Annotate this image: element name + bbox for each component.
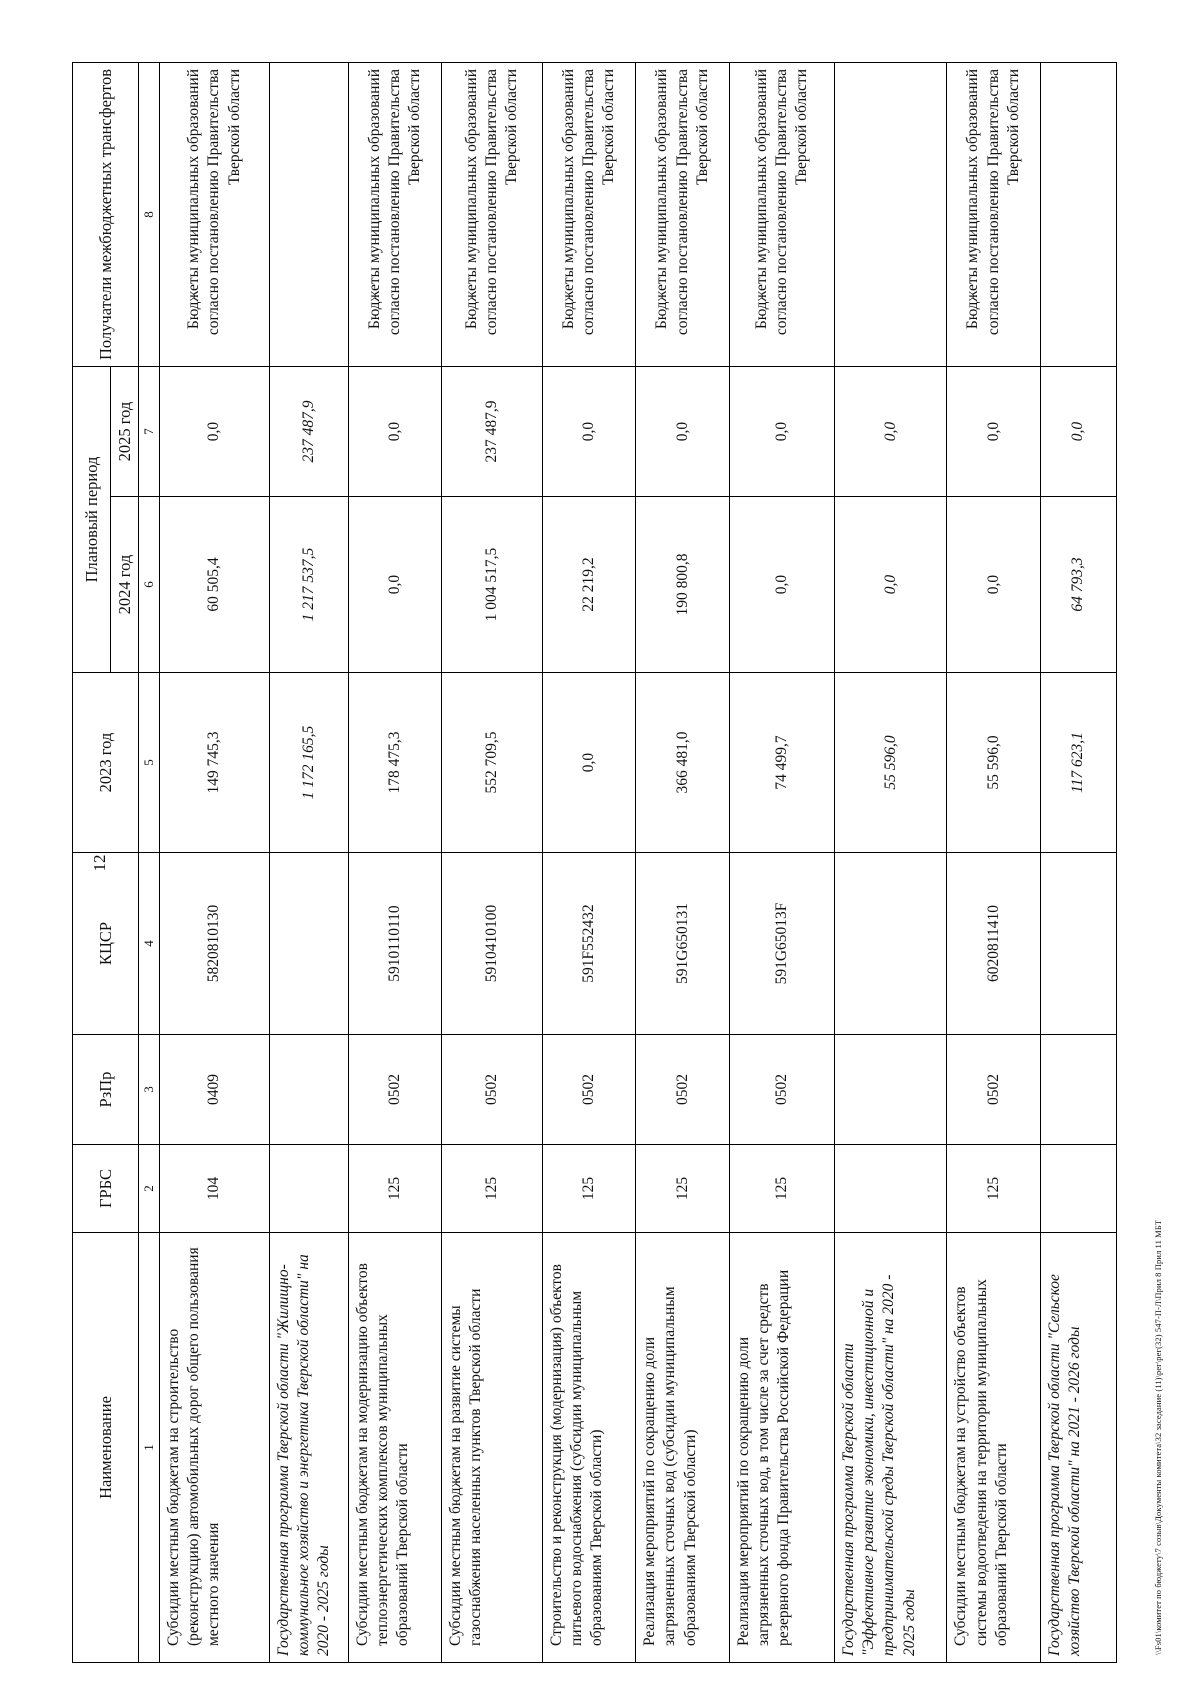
cell-kcsr [835,853,947,1035]
cell-rzpr: 0502 [636,1035,730,1145]
cell-grbs: 125 [542,1145,636,1233]
cell-recipients [1040,62,1116,366]
header-recipients: Получатели межбюджетных трансфертов [73,62,139,366]
cell-recipients [835,62,947,366]
table-body [160,62,1117,1662]
cell-name: Государственная программа Тверской области "Жилищно-коммунальное хозяйство и энергетика Тверской области" на 2020 - 2025 годы [269,1233,348,1663]
column-number: 1 [139,1233,160,1663]
cell-2024: 1 217 537,5 [269,497,348,673]
cell-2023: 552 709,5 [442,673,543,853]
cell-2024: 60 505,4 [160,497,270,673]
cell-2023: 366 481,0 [636,673,730,853]
cell-recipients: Бюджеты муниципальных образований согласно постановлению Правительства Тверской области [348,62,442,366]
column-number: 6 [139,497,160,673]
column-number: 4 [139,853,160,1035]
table-row-program [1040,62,1116,1662]
header-grbs: ГРБС [73,1145,139,1233]
table-row [348,62,442,1662]
cell-2025: 0,0 [729,366,834,496]
cell-kcsr: 6020811410 [947,853,1041,1035]
cell-rzpr [1040,1035,1116,1145]
cell-rzpr: 0502 [542,1035,636,1145]
cell-2024: 190 800,8 [636,497,730,673]
cell-name: Реализация мероприятий по сокращению доли загрязненных сточных вод (субсидии муниципальным образованиям Тверской области) [636,1233,730,1663]
cell-kcsr [1040,853,1116,1035]
table-row [542,62,636,1662]
cell-2025: 0,0 [636,366,730,496]
budget-table-container [72,63,1117,1663]
cell-2025: 0,0 [348,366,442,496]
column-number: 3 [139,1035,160,1145]
cell-kcsr: 5820810130 [160,853,270,1035]
table-row-program [835,62,947,1662]
cell-rzpr [835,1035,947,1145]
cell-kcsr: 591G65013F [729,853,834,1035]
cell-2023: 55 596,0 [947,673,1041,853]
cell-2023: 178 475,3 [348,673,442,853]
cell-grbs: 125 [729,1145,834,1233]
cell-2023: 0,0 [542,673,636,853]
cell-kcsr: 591F552432 [542,853,636,1035]
cell-name: Субсидии местным бюджетам на модернизацию объектов теплоэнергетических комплексов муниципальных образований Тверской области [348,1233,442,1663]
table-row [729,62,834,1662]
cell-2024: 1 004 517,5 [442,497,543,673]
cell-grbs [269,1145,348,1233]
cell-name: Субсидии местным бюджетам на развитие системы газоснабжения населенных пунктов Тверской области [442,1233,543,1663]
cell-rzpr: 0409 [160,1035,270,1145]
cell-recipients: Бюджеты муниципальных образований согласно постановлению Правительства Тверской области [636,62,730,366]
cell-grbs [835,1145,947,1233]
cell-2025: 237 487,9 [269,366,348,496]
header-2024: 2024 год [111,497,139,673]
cell-2024: 64 793,3 [1040,497,1116,673]
cell-2023: 55 596,0 [835,673,947,853]
header-2025: 2025 год [111,366,139,496]
cell-2023: 1 172 165,5 [269,673,348,853]
column-number-row [139,62,160,1662]
cell-2024: 0,0 [729,497,834,673]
cell-rzpr: 0502 [729,1035,834,1145]
cell-2023: 149 745,3 [160,673,270,853]
file-path-footer: \\Fs01\комитет по бюджету\7 созыв\Документы комитета\32 заседание (11)\рег\рег(32) 547-П-Л\Прил 8 Прил 11 МБТ [1153,1220,1163,1655]
column-number: 7 [139,366,160,496]
cell-recipients [269,62,348,366]
cell-recipients: Бюджеты муниципальных образований согласно постановлению Правительства Тверской области [542,62,636,366]
cell-2025: 0,0 [1040,366,1116,496]
cell-2024: 0,0 [835,497,947,673]
cell-2025: 0,0 [835,366,947,496]
cell-kcsr [269,853,348,1035]
cell-rzpr: 0502 [442,1035,543,1145]
cell-name: Субсидии местным бюджетам на устройство объектов системы водоотведения на территории муниципальных образований Тверской области [947,1233,1041,1663]
column-number: 8 [139,62,160,366]
cell-recipients: Бюджеты муниципальных образований согласно постановлению Правительства Тверской области [442,62,543,366]
cell-rzpr: 0502 [348,1035,442,1145]
header-name: Наименование [73,1233,139,1663]
cell-recipients: Бюджеты муниципальных образований согласно постановлению Правительства Тверской области [947,62,1041,366]
table-row [636,62,730,1662]
column-number: 5 [139,673,160,853]
cell-2024: 0,0 [947,497,1041,673]
cell-2024: 22 219,2 [542,497,636,673]
budget-table [72,62,1117,1663]
cell-name: Государственная программа Тверской области "Сельское хозяйство Тверской области" на 2021 - 2026 годы [1040,1233,1116,1663]
cell-grbs: 125 [442,1145,543,1233]
cell-grbs: 104 [160,1145,270,1233]
cell-grbs: 125 [348,1145,442,1233]
cell-grbs: 125 [636,1145,730,1233]
cell-rzpr: 0502 [947,1035,1041,1145]
table-row-program [269,62,348,1662]
page-number: 12 [90,854,109,872]
table-row [947,62,1041,1662]
cell-2025: 0,0 [947,366,1041,496]
cell-name: Субсидии местным бюджетам на строительство (реконструкцию) автомобильных дорог общего пользования местного значения [160,1233,270,1663]
cell-2023: 117 623,1 [1040,673,1116,853]
cell-kcsr: 5910410100 [442,853,543,1035]
header-planned-period: Плановый период [73,366,111,672]
cell-2025: 0,0 [160,366,270,496]
cell-2025: 237 487,9 [442,366,543,496]
cell-kcsr: 591G650131 [636,853,730,1035]
header-rzpr: РзПр [73,1035,139,1145]
cell-recipients: Бюджеты муниципальных образований согласно постановлению Правительства Тверской области [729,62,834,366]
cell-recipients: Бюджеты муниципальных образований согласно постановлению Правительства Тверской области [160,62,270,366]
cell-name: Реализация мероприятий по сокращению доли загрязненных сточных вод, в том числе за счет средств резервного фонда Правительства Российской Федерации [729,1233,834,1663]
cell-name: Строительство и реконструкция (модернизация) объектов питьевого водоснабжения (субсидии муниципальным образованиям Тверской области) [542,1233,636,1663]
table-row [442,62,543,1662]
table-row [160,62,270,1662]
cell-2025: 0,0 [542,366,636,496]
header-kcsr: КЦСР [73,853,139,1035]
cell-grbs [1040,1145,1116,1233]
cell-2023: 74 499,7 [729,673,834,853]
cell-grbs: 125 [947,1145,1041,1233]
cell-kcsr: 5910110110 [348,853,442,1035]
column-number: 2 [139,1145,160,1233]
cell-2024: 0,0 [348,497,442,673]
cell-rzpr [269,1035,348,1145]
cell-name: Государственная программа Тверской области "Эффективное развитие экономики, инвестиционной и предпринимательской среды Тверской области" на 2020 - 2025 годы [835,1233,947,1663]
header-2023: 2023 год [73,673,139,853]
